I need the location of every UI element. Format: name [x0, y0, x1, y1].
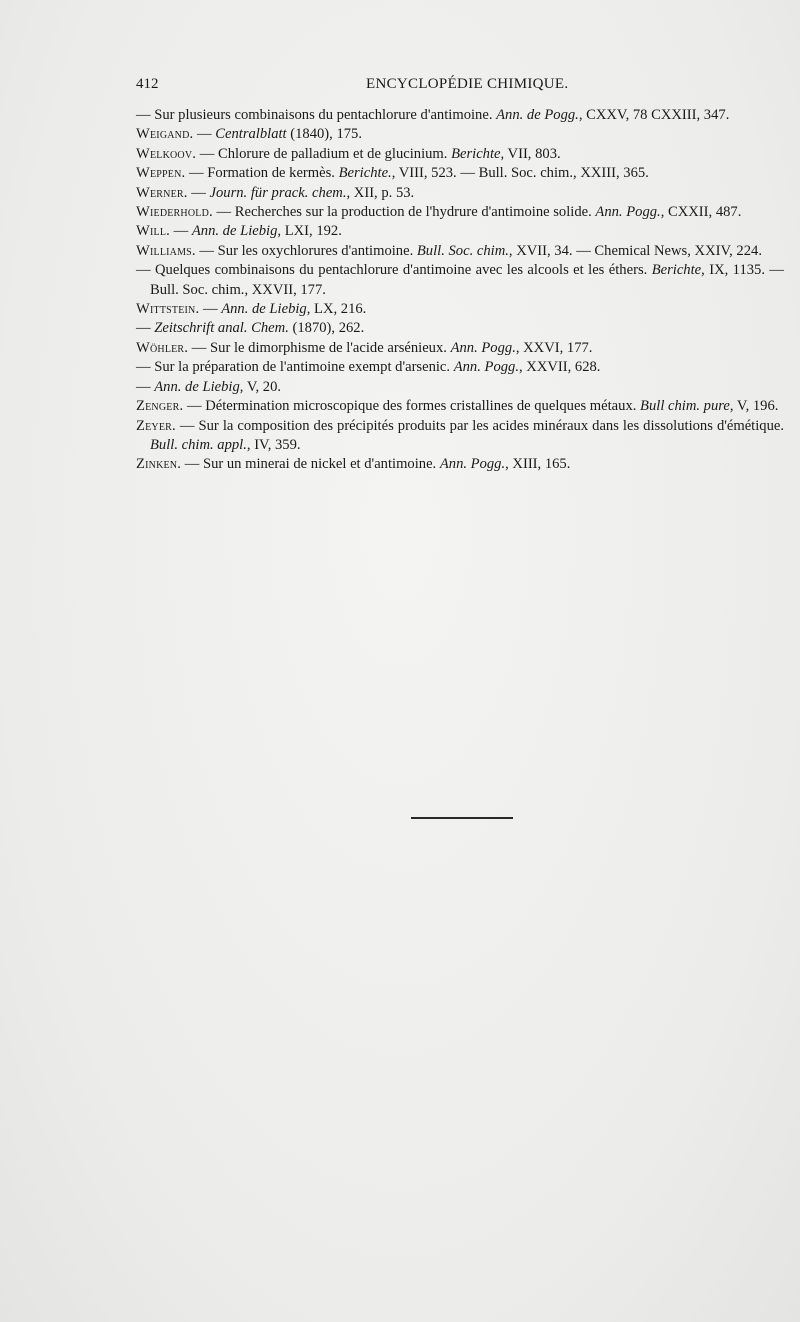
- entry-reference: , XII, p. 53.: [346, 184, 415, 201]
- entry-text: — Quelques combinaisons du pentachlorure d'antimoine avec les alcools et les éthers.: [136, 262, 652, 279]
- entry-text: — Chlorure de palladium et de glucinium.: [196, 145, 452, 162]
- entry-reference: (1840), 175.: [286, 126, 363, 143]
- entry-text: — Formation de kermès.: [185, 165, 339, 182]
- entry-source: Berichte: [451, 145, 501, 162]
- entry-source: Ann. de Liebig: [154, 378, 240, 395]
- entry-text: — Détermination microscopique des formes cristallines de quelques métaux.: [183, 398, 641, 415]
- entry-author: Williams.: [136, 242, 196, 259]
- entry-author: Zeyer.: [136, 417, 176, 434]
- entry-source: Bull. chim. appl.: [150, 436, 247, 453]
- entry-reference: (1870), 262.: [288, 320, 365, 337]
- entry-text: —: [136, 378, 155, 395]
- bibliography-entry: [136, 397, 784, 416]
- bibliography-entry: [136, 455, 784, 474]
- entry-author: Will.: [136, 223, 170, 240]
- entry-reference: , LX, 216.: [306, 301, 367, 318]
- entry-text: — Sur le dimorphisme de l'acide arsénieux.: [188, 339, 451, 356]
- entry-source: Ann. de Pogg.: [496, 107, 579, 123]
- entry-text: —: [169, 223, 192, 240]
- entry-source: Berichte.: [338, 165, 392, 182]
- entry-text: — Sur un minerai de nickel et d'antimoine.: [181, 456, 440, 473]
- bibliography-entry: [136, 145, 784, 164]
- entry-text: —: [187, 184, 210, 201]
- entry-author: Zenger.: [136, 398, 184, 415]
- entry-source: Ann. Pogg.: [439, 456, 506, 473]
- entry-reference: , XXVII, 628.: [518, 359, 601, 376]
- bibliography-entry: [136, 164, 784, 183]
- entry-source: Ann. Pogg.: [453, 359, 519, 376]
- entry-author: Wiederhold.: [136, 204, 213, 221]
- entry-text: —: [199, 301, 222, 318]
- bibliography-entry: [136, 203, 784, 222]
- entry-reference: , XIII, 165.: [505, 456, 571, 473]
- bibliography-entry: [136, 184, 784, 203]
- entry-source: Centralblatt: [215, 126, 287, 143]
- entry-author: Wöhler.: [136, 339, 189, 356]
- bibliography-entry: [136, 242, 784, 261]
- entry-source: Ann. Pogg.: [595, 204, 661, 221]
- bibliography-entry: [136, 300, 784, 319]
- bibliography-entry: [136, 106, 784, 125]
- entry-author: Weigand.: [136, 126, 194, 143]
- entry-text: — Sur plusieurs combinaisons du pentachlorure d'antimoine.: [136, 107, 497, 123]
- entry-author: Weppen.: [136, 165, 186, 182]
- entry-source: Berichte: [651, 262, 702, 279]
- bibliography-entry: [136, 339, 784, 358]
- entry-author: Wittstein.: [136, 301, 200, 318]
- bibliography-entry: [136, 261, 784, 300]
- entry-reference: , LXI, 192.: [277, 223, 342, 240]
- entry-source: Bull chim. pure: [640, 398, 730, 415]
- entry-author: Welkoov.: [136, 145, 197, 162]
- entry-text: —: [193, 126, 216, 143]
- entry-reference: , CXXII, 487.: [660, 204, 742, 221]
- entry-author: Zinken.: [136, 456, 182, 473]
- entry-text: — Sur la composition des précipités produits par les acides minéraux dans les dissolutions d'émétique.: [175, 417, 784, 434]
- entry-text: — Recherches sur la production de l'hydrure d'antimoine solide.: [212, 204, 596, 221]
- entry-source: Ann. de Liebig: [191, 223, 278, 240]
- entry-author: Werner.: [136, 184, 188, 201]
- entry-text: — Sur les oxychlorures d'antimoine.: [195, 242, 417, 259]
- bibliography-entry: [136, 358, 784, 377]
- section-end-rule: [411, 817, 513, 819]
- entry-source: Ann. de Liebig: [221, 301, 307, 318]
- entry-reference: , XXVI, 177.: [515, 339, 593, 356]
- running-title: ENCYCLOPÉDIE CHIMIQUE.: [366, 76, 569, 92]
- entry-source: Bull. Soc. chim.: [416, 242, 509, 259]
- bibliography-entry: [136, 319, 784, 338]
- entry-text: —: [136, 320, 155, 337]
- page-header: [136, 76, 680, 98]
- entry-reference: , V, 20.: [239, 378, 282, 395]
- bibliography-entry: [136, 378, 784, 397]
- entry-source: Journ. für prack. chem.: [209, 184, 347, 201]
- bibliography-entry: [136, 125, 784, 144]
- bibliography-entry: [136, 417, 784, 456]
- entry-reference: , XVII, 34. — Chemical News, XXIV, 224.: [508, 242, 762, 259]
- entry-reference: , IX, 1135. — Bull. Soc. chim., XXVII, 177.: [150, 262, 785, 298]
- entry-source: Zeitschrift anal. Chem.: [154, 320, 289, 337]
- entry-reference: , VII, 803.: [500, 145, 561, 162]
- entry-reference: , V, 196.: [729, 398, 779, 415]
- entry-reference: , IV, 359.: [246, 436, 301, 453]
- page-number: 412: [136, 76, 159, 92]
- entry-reference: , CXXV, 78 CXXIII, 347.: [578, 107, 730, 123]
- entry-source: Ann. Pogg.: [450, 339, 516, 356]
- entry-reference: , VIII, 523. — Bull. Soc. chim., XXIII, 365.: [391, 165, 649, 182]
- entry-text: — Sur la préparation de l'antimoine exempt d'arsenic.: [136, 359, 454, 376]
- bibliography-list: [136, 106, 784, 475]
- bibliography-entry: [136, 222, 784, 241]
